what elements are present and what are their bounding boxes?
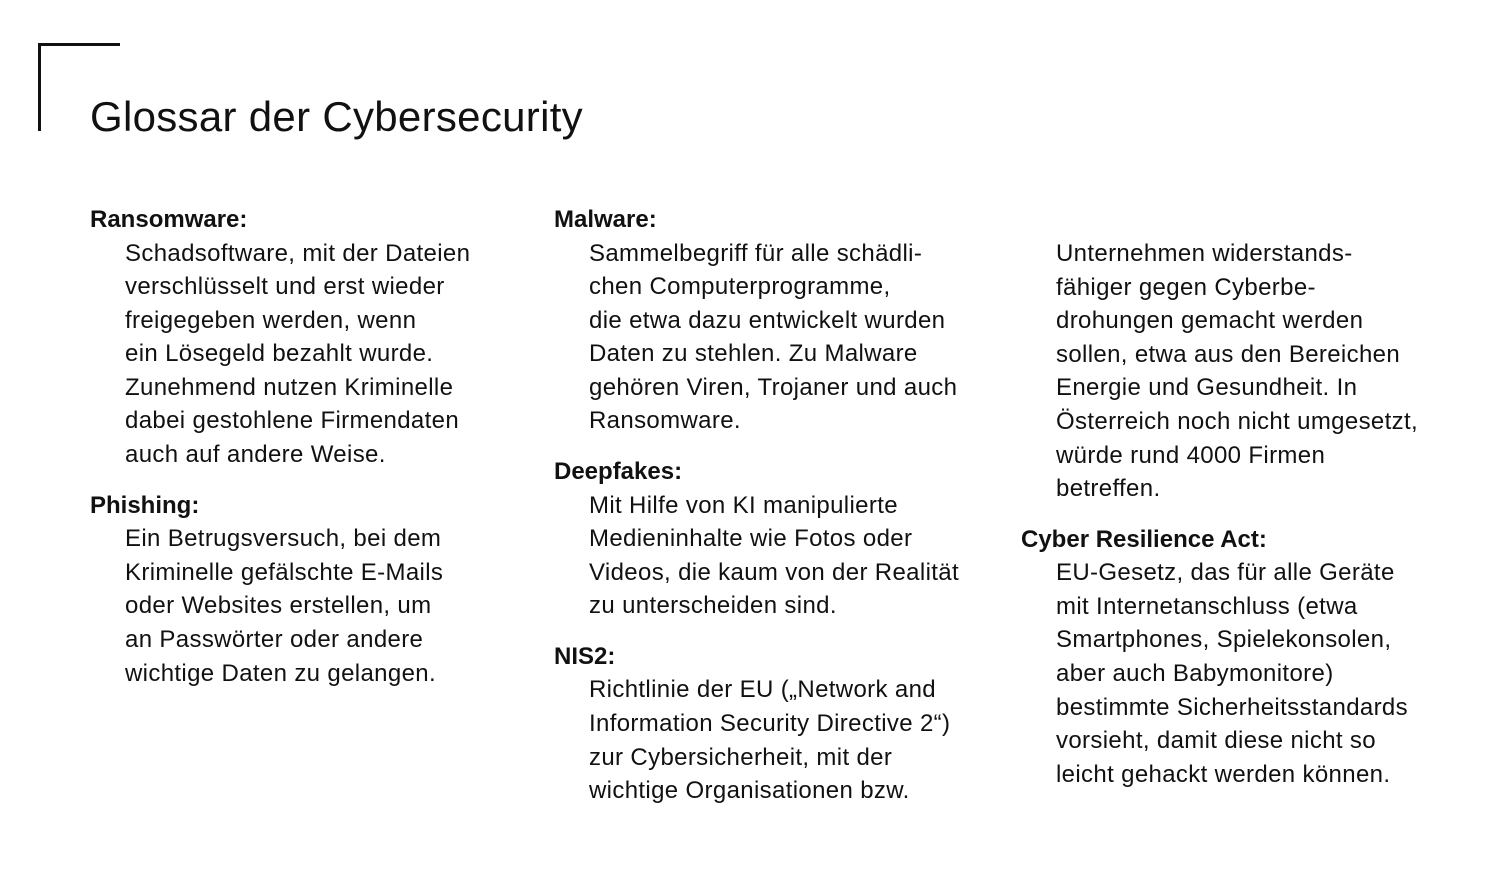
definition-line: ein Lösegeld bezahlt wurde. bbox=[125, 340, 434, 368]
glossary-entry-deepfakes bbox=[554, 455, 959, 623]
definition-line: die etwa dazu entwickelt wurden bbox=[589, 306, 946, 334]
glossary-entry-malware bbox=[554, 203, 959, 438]
glossary-definition bbox=[1056, 556, 1418, 791]
definition-line: würde rund 4000 Firmen bbox=[1056, 441, 1326, 469]
definition-line: oder Websites erstellen, um bbox=[125, 592, 432, 620]
glossary-definition bbox=[589, 237, 959, 439]
definition-line: Richtlinie der EU („Network and bbox=[589, 676, 936, 704]
definition-line: Sammelbegriff für alle schädli- bbox=[589, 239, 923, 267]
definition-line: Zunehmend nutzen Kriminelle bbox=[125, 373, 454, 401]
glossary-entry-phishing bbox=[90, 489, 470, 690]
glossary-column-3 bbox=[1021, 237, 1418, 791]
definition-line: Mit Hilfe von KI manipulierte bbox=[589, 491, 898, 519]
definition-line: Kriminelle gefälschte E-Mails bbox=[125, 558, 444, 586]
definition-line: Österreich noch nicht umgesetzt, bbox=[1056, 407, 1419, 435]
definition-line: wichtige Organisationen bzw. bbox=[589, 777, 910, 805]
definition-line: sollen, etwa aus den Bereichen bbox=[1056, 340, 1401, 368]
glossary-term: Deepfakes: bbox=[554, 458, 683, 486]
glossary-definition bbox=[125, 237, 470, 472]
glossary-term: NIS2: bbox=[554, 642, 616, 670]
definition-line: zur Cybersicherheit, mit der bbox=[589, 743, 893, 771]
definition-line: Medieninhalte wie Fotos oder bbox=[589, 525, 913, 553]
definition-line: bestimmte Sicherheitsstandards bbox=[1056, 693, 1408, 721]
definition-line: freigegeben werden, wenn bbox=[125, 306, 417, 334]
glossary-entry-cyber-resilience-act bbox=[1021, 523, 1418, 792]
definition-line: verschlüsselt und erst wieder bbox=[125, 273, 445, 301]
definition-line: EU-Gesetz, das für alle Geräte bbox=[1056, 559, 1395, 587]
glossary-column-2 bbox=[554, 203, 959, 808]
definition-line: Daten zu stehlen. Zu Malware bbox=[589, 340, 918, 368]
definition-line: Videos, die kaum von der Realität bbox=[589, 558, 959, 586]
definition-line: mit Internetanschluss (etwa bbox=[1056, 592, 1358, 620]
glossary-definition bbox=[589, 489, 959, 623]
definition-line: wichtige Daten zu gelangen. bbox=[125, 659, 436, 687]
glossary-entry-nis2 bbox=[554, 640, 959, 808]
definition-line: leicht gehackt werden können. bbox=[1056, 760, 1391, 788]
definition-line: betreffen. bbox=[1056, 475, 1161, 503]
glossary-term: Phishing: bbox=[90, 491, 200, 519]
glossary-term: Malware: bbox=[554, 206, 657, 233]
definition-line: Schadsoftware, mit der Dateien bbox=[125, 239, 471, 267]
definition-line: Ransomware. bbox=[589, 407, 741, 435]
definition-line: Unternehmen widerstands- bbox=[1056, 240, 1353, 267]
definition-line: Ein Betrugsversuch, bei dem bbox=[125, 525, 442, 553]
definition-line: Energie und Gesundheit. In bbox=[1056, 374, 1358, 402]
glossary-term: Ransomware: bbox=[90, 206, 248, 233]
definition-line: dabei gestohlene Firmendaten bbox=[125, 407, 460, 435]
definition-line: chen Computerprogramme, bbox=[589, 273, 891, 301]
definition-line: gehören Viren, Trojaner und auch bbox=[589, 373, 958, 401]
definition-line: fähiger gegen Cyberbe- bbox=[1056, 273, 1316, 301]
glossary-term: Cyber Resilience Act: bbox=[1021, 525, 1267, 553]
page-title: Glossar der Cybersecurity bbox=[90, 93, 583, 140]
definition-line: auch auf andere Weise. bbox=[125, 441, 386, 469]
definition-line: an Passwörter oder andere bbox=[125, 625, 424, 653]
glossary-definition bbox=[589, 673, 959, 807]
definition-line: Smartphones, Spielekonsolen, bbox=[1056, 626, 1392, 654]
glossary-definition-continuation bbox=[1056, 237, 1418, 506]
glossary-column-1 bbox=[90, 203, 470, 690]
definition-line: aber auch Babymonitore) bbox=[1056, 660, 1334, 688]
glossary-definition bbox=[125, 522, 470, 690]
definition-line: zu unterscheiden sind. bbox=[589, 592, 837, 620]
definition-line: drohungen gemacht werden bbox=[1056, 307, 1364, 335]
definition-line: Information Security Directive 2“) bbox=[589, 710, 951, 738]
glossary-entry-ransomware bbox=[90, 203, 470, 472]
definition-line: vorsieht, damit diese nicht so bbox=[1056, 727, 1376, 755]
